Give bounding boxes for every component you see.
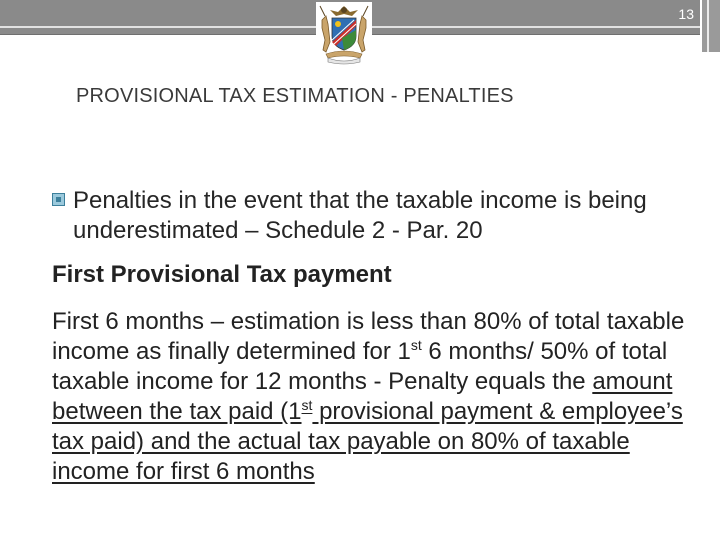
section-subheading: First Provisional Tax payment [52,261,392,288]
paragraph-text-1: First 6 months – estimation is less than 80% of total taxable income as finally determined for 1 [52,308,685,365]
superscript-st: st [410,337,422,353]
bullet-item [52,186,702,246]
paragraph-text-2: 6 months/ 50% of total taxable income for 12 months - Penalty equals the [52,338,668,395]
right-decorative-bar [700,0,720,52]
page-title: PROVISIONAL TAX ESTIMATION - PENALTIES [76,85,514,107]
namibia-coat-of-arms-icon [316,2,372,66]
underlined-text-1: amount between the tax paid (1 [52,368,673,425]
underlined-text-2: provisional payment & employee’s tax paid) and the actual tax payable on 80% of taxable income for first 6 months [52,398,683,485]
square-bullet-icon [52,193,65,206]
body-paragraph [52,307,698,487]
page-number: 13 [678,6,694,22]
superscript-st-underlined: st [301,397,313,413]
bullet-text: Penalties in the event that the taxable income is being underestimated – Schedule 2 - Par. 20 [73,187,647,244]
